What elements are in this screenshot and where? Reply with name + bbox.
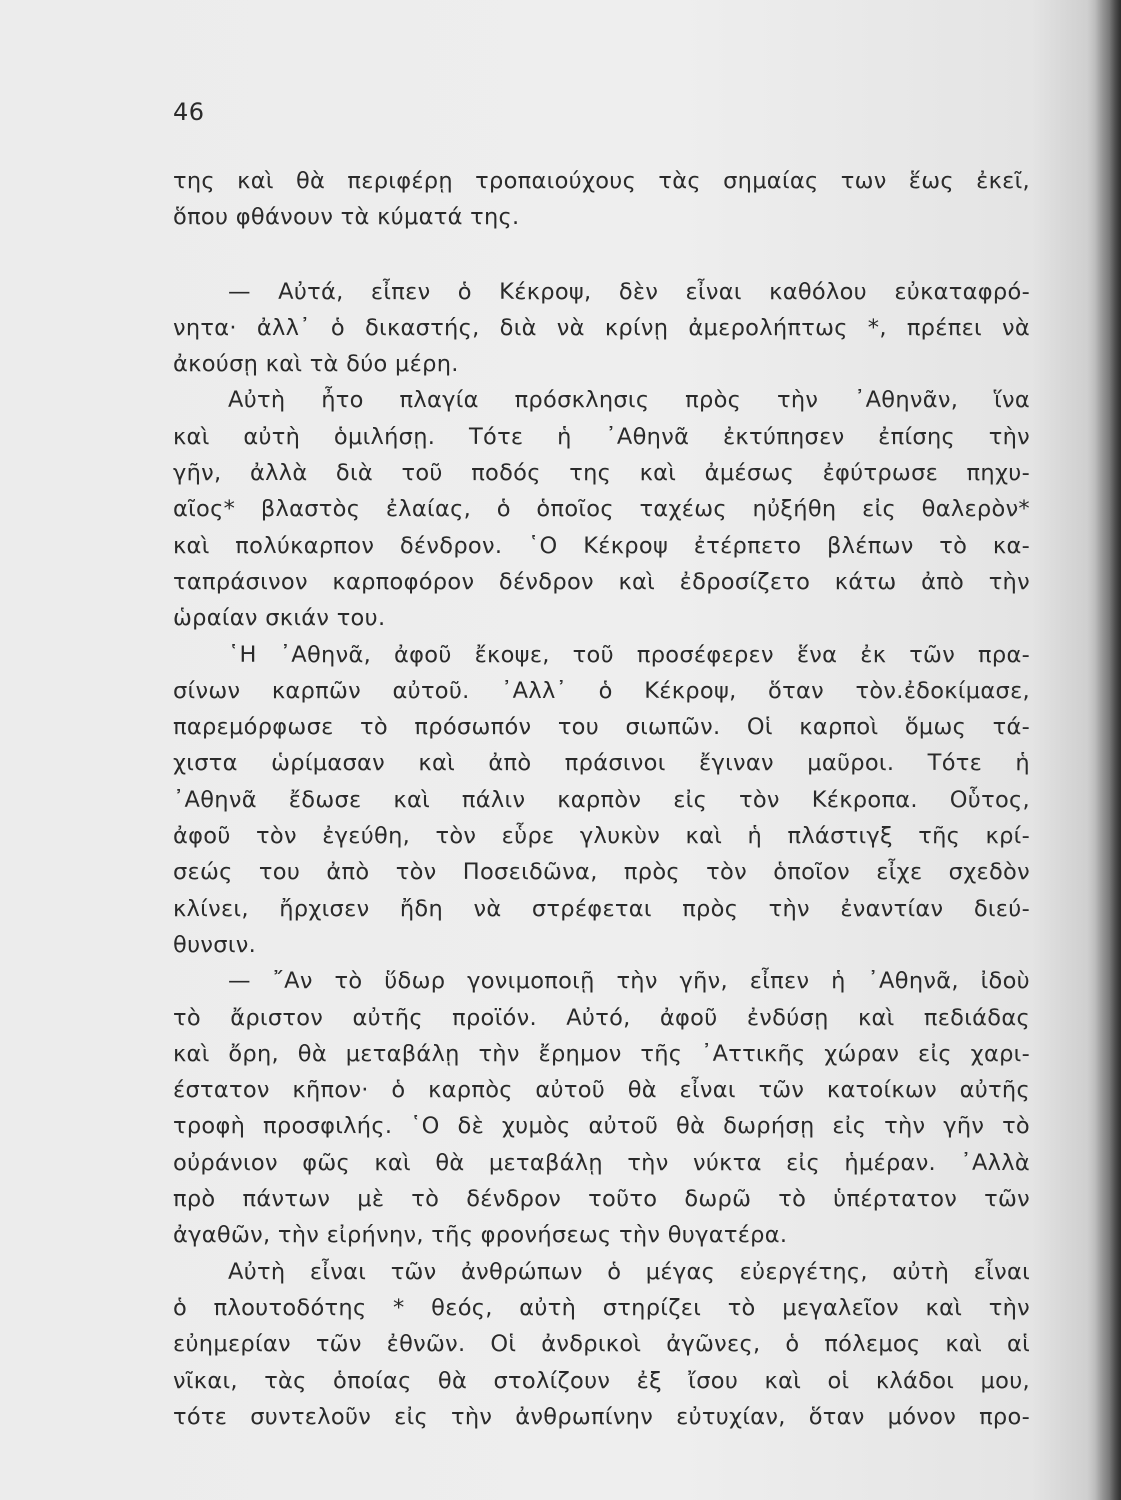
body-text bbox=[173, 163, 1030, 1435]
text-line: πρὸ πάντων μὲ τὸ δένδρον τοῦτο δωρῶ τὸ ὑπέρτατον τῶν bbox=[173, 1186, 1030, 1213]
text-line: — Αὐτά, εἶπεν ὁ Κέκροψ, δὲν εἶναι καθόλου εὐκαταφρό- bbox=[228, 278, 1030, 305]
text-line: ῾Η ᾿Αθηνᾶ, ἀφοῦ ἔκοψε, τοῦ προσέφερεν ἕνα ἐκ τῶν πρα- bbox=[228, 641, 1030, 668]
text-line: σεώς του ἀπὸ τὸν Ποσειδῶνα, πρὸς τὸν ὁποῖον εἶχε σχεδὸν bbox=[173, 859, 1030, 886]
text-line: παρεμόρφωσε τὸ πρόσωπόν του σιωπῶν. Οἱ καρποὶ ὅμως τά- bbox=[173, 714, 1030, 741]
text-line: ἀκούσῃ καὶ τὰ δύο μέρη. bbox=[173, 351, 459, 378]
binding-shadow bbox=[1095, 0, 1121, 1500]
text-line: ἀγαθῶν, τὴν εἰρήνην, τῆς φρονήσεως τὴν θυγατέρα. bbox=[173, 1222, 788, 1249]
text-line: αῖος* βλαστὸς ἐλαίας, ὁ ὁποῖος ταχέως ηὐξήθη εἰς θαλερὸν* bbox=[173, 496, 1030, 523]
text-line: ᾿Αθηνᾶ ἔδωσε καὶ πάλιν καρπὸν εἰς τὸν Κέκροπα. Οὗτος, bbox=[173, 786, 1030, 813]
text-line: ὡραίαν σκιάν του. bbox=[173, 605, 386, 632]
text-line: ὅπου φθάνουν τὰ κύματά της. bbox=[173, 204, 520, 231]
text-line: χιστα ὡρίμασαν καὶ ἀπὸ πράσινοι ἔγιναν μαῦροι. Τότε ἡ bbox=[173, 750, 1030, 777]
text-line: κλίνει, ἤρχισεν ἤδη νὰ στρέφεται πρὸς τὴν ἐναντίαν διεύ- bbox=[173, 895, 1030, 922]
text-line: καὶ πολύκαρπον δένδρον. ῾Ο Κέκροψ ἐτέρπετο βλέπων τὸ κα- bbox=[173, 532, 1030, 559]
text-line: γῆν, ἀλλὰ διὰ τοῦ ποδός της καὶ ἀμέσως ἐφύτρωσε πηχυ- bbox=[173, 460, 1030, 487]
text-line: νῖκαι, τὰς ὁποίας θὰ στολίζουν ἐξ ἴσου καὶ οἱ κλάδοι μου, bbox=[173, 1367, 1030, 1394]
text-line: έστατον κῆπον· ὁ καρπὸς αὐτοῦ θὰ εἶναι τῶν κατοίκων αὐτῆς bbox=[173, 1077, 1030, 1104]
text-line: ὁ πλουτοδότης * θεός, αὐτὴ στηρίζει τὸ μεγαλεῖον καὶ τὴν bbox=[173, 1294, 1030, 1321]
text-line: Αὐτὴ εἶναι τῶν ἀνθρώπων ὁ μέγας εὐεργέτης, αὐτὴ εἶναι bbox=[228, 1258, 1030, 1285]
text-line: ταπράσινον καρποφόρον δένδρον καὶ ἐδροσίζετο κάτω ἀπὸ τὴν bbox=[173, 568, 1030, 595]
text-line: της καὶ θὰ περιφέρῃ τροπαιούχους τὰς σημαίας των ἕως ἐκεῖ, bbox=[173, 168, 1030, 194]
text-line: τροφὴ προσφιλής. ῾Ο δὲ χυμὸς αὐτοῦ θὰ δωρήσῃ εἰς τὴν γῆν τὸ bbox=[173, 1113, 1030, 1140]
text-line: σίνων καρπῶν αὐτοῦ. ᾿Αλλ᾽ ὁ Κέκροψ, ὅταν τὸν.ἐδοκίμασε, bbox=[173, 677, 1030, 704]
page-number: 46 bbox=[173, 98, 205, 126]
text-line: ἀφοῦ τὸν ἐγεύθη, τὸν εὗρε γλυκὺν καὶ ἡ πλάστιγξ τῆς κρί- bbox=[173, 823, 1030, 850]
text-line: εὐημερίαν τῶν ἐθνῶν. Οἱ ἀνδρικοὶ ἀγῶνες, ὁ πόλεμος καὶ αἱ bbox=[173, 1331, 1030, 1358]
text-line: θυνσιν. bbox=[173, 931, 257, 958]
text-line: οὐράνιον φῶς καὶ θὰ μεταβάλῃ τὴν νύκτα εἰς ἡμέραν. ᾿Αλλὰ bbox=[173, 1149, 1030, 1176]
text-line: — ῎Αν τὸ ὕδωρ γονιμοποιῇ τὴν γῆν, εἶπεν ἡ ᾿Αθηνᾶ, ἰδοὺ bbox=[228, 968, 1030, 995]
text-line: τότε συντελοῦν εἰς τὴν ἀνθρωπίνην εὐτυχίαν, ὅταν μόνον προ- bbox=[173, 1403, 1030, 1430]
text-line: τὸ ἄριστον αὐτῆς προϊόν. Αὐτό, ἀφοῦ ἐνδύσῃ καὶ πεδιάδας bbox=[173, 1004, 1030, 1031]
text-line: νητα· ἀλλ᾽ ὁ δικαστής, διὰ νὰ κρίνῃ ἀμερολήπτως *, πρέπει νὰ bbox=[173, 314, 1030, 341]
text-line: καὶ ὄρη, θὰ μεταβάλῃ τὴν ἔρημον τῆς ᾿Αττικῆς χώραν εἰς χαρι- bbox=[173, 1040, 1030, 1067]
text-line: Αὐτὴ ἦτο πλαγία πρόσκλησις πρὸς τὴν ᾿Αθηνᾶν, ἵνα bbox=[228, 387, 1030, 414]
text-line: καὶ αὐτὴ ὁμιλήσῃ. Τότε ἡ ᾿Αθηνᾶ ἐκτύπησεν ἐπίσης τὴν bbox=[173, 423, 1030, 450]
paragraph-gap bbox=[173, 236, 1030, 274]
